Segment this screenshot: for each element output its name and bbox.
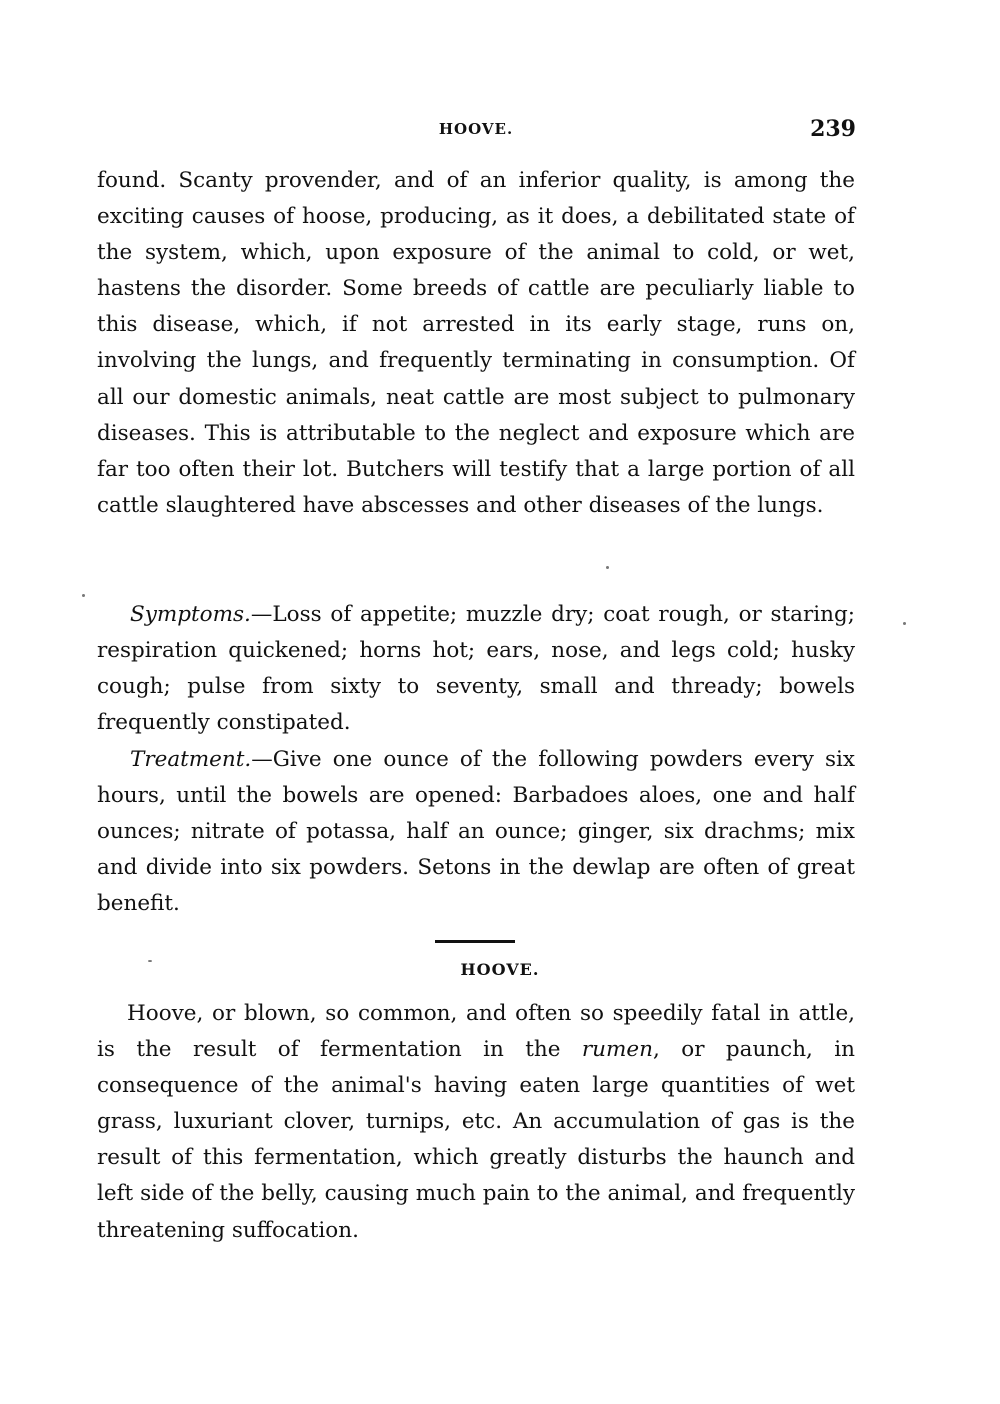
scan-speck <box>82 594 85 597</box>
section-heading: HOOVE. <box>460 960 540 979</box>
running-title: HOOVE. <box>438 120 514 138</box>
scan-speck <box>606 566 609 569</box>
paragraph-text: found. Scanty provender, and of an inferior quality, is among the exciting causes of hoose, producing, as it does, a debilitated state of the system, which, upon exposure of the animal to cold, or wet, hastens the disorder. Some breeds of cattle are peculiarly liable to this disease, which, if not arrested in its early stage, runs on, involving the lungs, and frequently terminating in consumption. Of all our domestic animals, neat cattle are most subject to pulmonary diseases. This is attributable to the neglect and exposure which are far too often their lot. Butchers will testify that a large portion of all cattle slaughtered have abscesses and other diseases of the lungs. <box>97 168 855 518</box>
symptoms-paragraph <box>97 597 855 741</box>
page-number: 239 <box>810 116 856 142</box>
symptoms-label: Symptoms. <box>130 602 251 627</box>
section-divider-rule <box>435 940 515 943</box>
treatment-paragraph <box>97 742 855 922</box>
page-header <box>96 116 856 146</box>
treatment-label: Treatment. <box>130 747 252 772</box>
treatment-text: —Give one ounce of the following powders every six hours, until the bowels are opened: Barbadoes aloes, one and half ounces; nitrate of potassa, half an ounce; ginger, six drachms; mix and divide into six powders. Setons in the dewlap are often of great benefit. <box>97 747 855 917</box>
rumen-term: rumen <box>581 1037 653 1063</box>
hoove-text-end: , or paunch, in consequence of the animal's having eaten large quantities of wet grass, luxuriant clover, turnips, etc. An accumulation of gas is the result of this fermentation, which greatly disturbs the haunch and left side of the belly, causing much pain to the animal, and frequently threatening suffocation. <box>97 1037 856 1243</box>
hoove-text-start: Hoove, or blown, so common, and often so speedily fatal in attle, is the result of fermentation in the <box>97 1001 855 1063</box>
symptoms-text: —Loss of appetite; muzzle dry; coat rough, or staring; respiration quickened; horns hot; ears, nose, and legs cold; husky cough; pulse from sixty to seventy, small and thready; bowels frequently constipated. <box>97 602 855 736</box>
hoove-paragraph <box>97 996 855 1249</box>
paragraph-continuation <box>97 163 855 524</box>
scan-speck <box>903 622 906 625</box>
scan-speck <box>148 960 152 962</box>
